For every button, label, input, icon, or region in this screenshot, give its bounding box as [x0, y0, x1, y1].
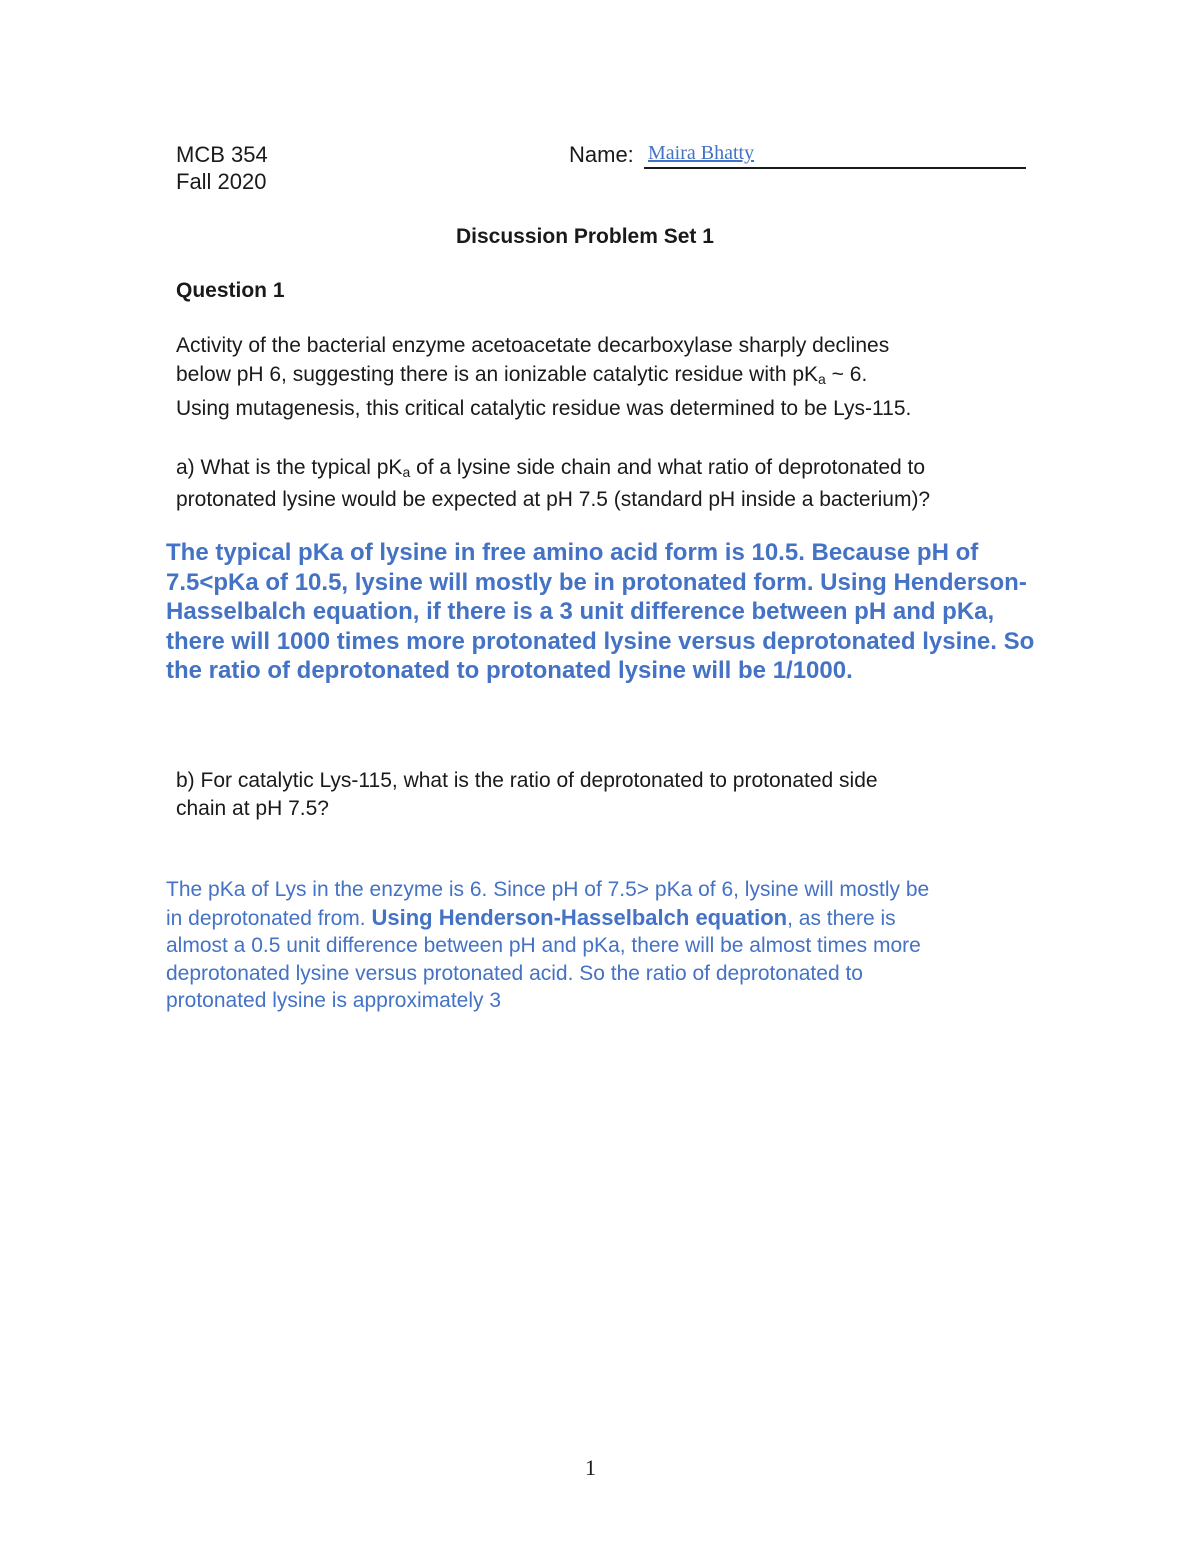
term: Fall 2020: [176, 169, 267, 194]
page-title: Discussion Problem Set 1: [456, 225, 714, 248]
page-number: 1: [585, 1455, 596, 1480]
name-label: Name:: [569, 142, 634, 167]
answer-b-line-3: almost a 0.5 unit difference between pH and pKa, there will be almost times more: [166, 934, 921, 957]
answer-b-line-1: The pKa of Lys in the enzyme is 6. Since pH of 7.5> pKa of 6, lysine will mostly be: [166, 878, 930, 901]
part-b-line-2: chain at pH 7.5?: [176, 797, 329, 820]
intro-line-3: Using mutagenesis, this critical catalytic residue was determined to be Lys-115.: [176, 397, 912, 420]
question-intro: [176, 331, 911, 423]
intro-line-1: Activity of the bacterial enzyme acetoacetate decarboxylase sharply declines: [176, 334, 890, 357]
course-code: MCB 354: [176, 142, 268, 167]
answer-a-line-2: 7.5<pKa of 10.5, lysine will mostly be in protonated form. Using Henderson-: [166, 568, 1027, 596]
answer-a-line-1: The typical pKa of lysine in free amino acid form is 10.5. Because pH of: [166, 539, 979, 566]
question-heading: Question 1: [176, 279, 285, 302]
answer-a-line-5: the ratio of deprotonated to protonated lysine will be 1/1000.: [166, 657, 853, 684]
part-b-line-1: b) For catalytic Lys-115, what is the ratio of deprotonated to protonated side: [176, 769, 878, 792]
part-a-line-2: protonated lysine would be expected at pH 7.5 (standard pH inside a bacterium)?: [176, 488, 931, 511]
answer-a-line-3: Hasselbalch equation, if there is a 3 unit difference between pH and pKa,: [166, 598, 995, 625]
part-a-answer: [166, 538, 1034, 686]
answer-b-line-4: deprotonated lysine versus protonated acid. So the ratio of deprotonated to: [166, 961, 863, 985]
part-a-line-1: a) What is the typical $pK_a$ of a lysine side chain and what ratio of deprotonated to: [176, 456, 926, 480]
name-value: Maira Bhatty: [648, 142, 755, 164]
answer-b-line-2: in deprotonated from. Using Henderson-Hasselbalch equation, as there is: [166, 904, 896, 930]
part-b-question: [176, 767, 878, 823]
answer-a-line-4: there will 1000 times more protonated lysine versus deprotonated lysine. So: [166, 627, 1035, 655]
part-a-question: [176, 454, 930, 514]
part-b-answer: [166, 876, 929, 1015]
intro-line-2: below pH 6, suggesting there is an ionizable catalytic residue with $pK_a$ ~ 6.: [176, 363, 868, 387]
answer-b-line-5: protonated lysine is approximately 3: [166, 989, 502, 1012]
